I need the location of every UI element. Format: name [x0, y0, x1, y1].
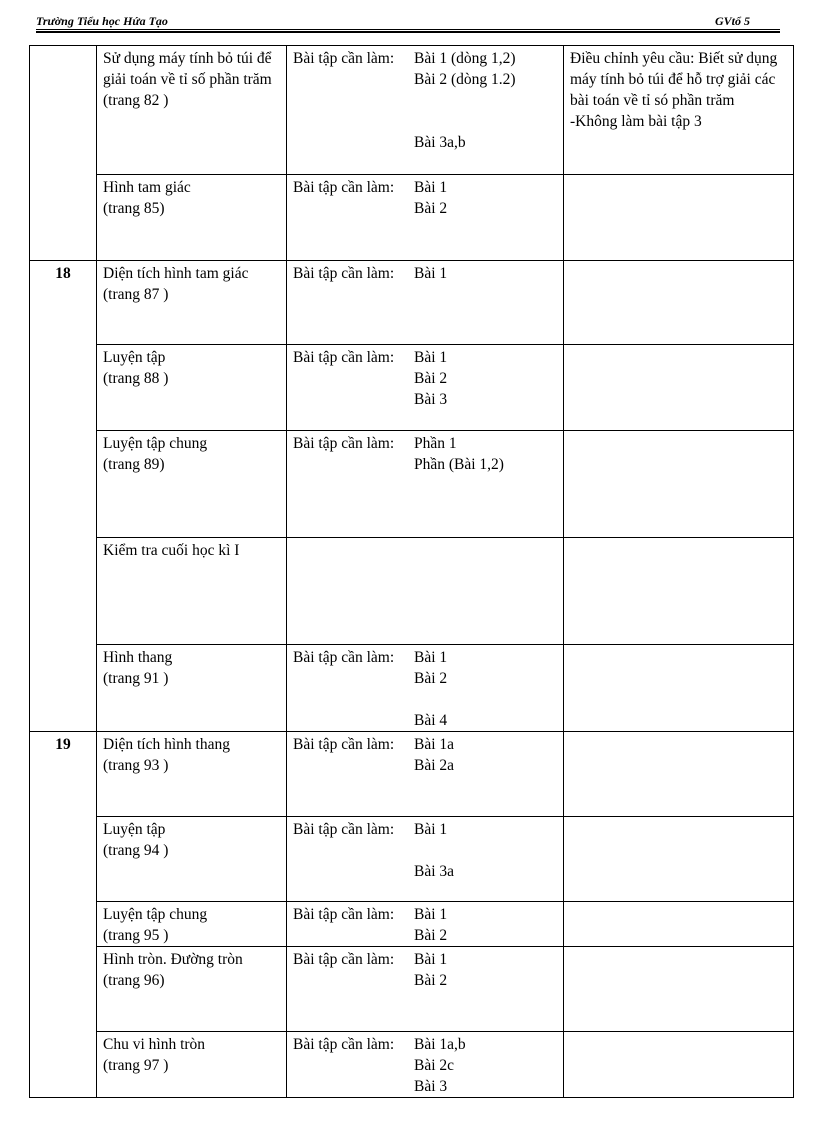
exercise-item	[414, 840, 557, 861]
lesson-page: (trang 94 )	[103, 842, 169, 859]
note-cell	[564, 1032, 794, 1098]
note-cell	[564, 645, 794, 732]
lesson-title: Chu vi hình tròn	[103, 1036, 206, 1053]
exercise-label: Bài tập cần làm:	[293, 906, 395, 923]
exercise-label: Bài tập cần làm:	[293, 50, 395, 67]
exercise-label: Bài tập cần làm:	[293, 649, 395, 666]
note-cell	[564, 538, 794, 645]
lesson-title: Hình tròn. Đường tròn	[103, 951, 243, 968]
note-cell	[564, 46, 794, 175]
lesson-title: Diện tích hình thang	[103, 736, 230, 753]
lesson-cell	[97, 1032, 287, 1098]
exercise-item: Bài 1	[414, 821, 448, 838]
lesson-page: (trang 87 )	[103, 286, 169, 303]
lesson-page: (trang 95 )	[103, 927, 169, 944]
table-row	[30, 1032, 794, 1098]
exercise-label: Bài tập cần làm:	[293, 179, 395, 196]
lesson-title: Luyện tập chung	[103, 906, 208, 923]
table-row	[30, 46, 794, 175]
exercise-item: Phần 1	[414, 435, 457, 452]
lesson-page: (trang 89)	[103, 456, 165, 473]
teacher-group: GVtổ 5	[714, 14, 750, 28]
note-cell	[564, 261, 794, 345]
exercise-cell	[287, 175, 564, 261]
lesson-cell	[97, 538, 287, 645]
lesson-page: (trang 85)	[103, 200, 165, 217]
lesson-cell	[97, 46, 287, 175]
school-name: Trường Tiểu học Hứa Tạo	[36, 14, 168, 28]
exercise-item: Bài 2a	[414, 757, 455, 774]
lesson-page: (trang 82 )	[103, 92, 169, 109]
exercise-cell	[287, 46, 564, 175]
exercise-cell	[287, 261, 564, 345]
table-row	[30, 732, 794, 817]
table-row	[30, 261, 794, 345]
exercise-cell	[287, 902, 564, 947]
exercise-label: Bài tập cần làm:	[293, 951, 395, 968]
exercise-item: Bài 1	[414, 265, 448, 282]
note-text: Điều chỉnh yêu cầu: Biết sử dụng máy tính bỏ túi để hỗ trợ giải các bài toán về tỉ só phần trăm	[570, 50, 778, 109]
table-row	[30, 345, 794, 431]
table-row	[30, 431, 794, 538]
lesson-title: Luyện tập	[103, 349, 166, 366]
exercise-item: Bài 3	[414, 391, 448, 408]
exercise-item: Bài 2c	[414, 1057, 455, 1074]
note-cell	[564, 947, 794, 1032]
lesson-title: Sử dụng máy tính bỏ túi để giải toán về tỉ số phần trăm	[103, 50, 272, 88]
page-header	[36, 12, 780, 30]
week-cell: 18	[30, 261, 97, 732]
lesson-cell	[97, 261, 287, 345]
exercise-item: Bài 2	[414, 972, 448, 989]
exercise-item: Bài 2	[414, 927, 448, 944]
lesson-title: Luyện tập chung	[103, 435, 208, 452]
exercise-item: Bài 1	[414, 349, 448, 366]
exercise-item: Bài 1	[414, 179, 448, 196]
lesson-page: (trang 91 )	[103, 670, 169, 687]
note-cell	[564, 732, 794, 817]
exercise-cell	[287, 817, 564, 902]
table-row	[30, 902, 794, 947]
note-cell	[564, 175, 794, 261]
exercise-cell	[287, 732, 564, 817]
exercise-item: Bài 3	[414, 1078, 448, 1095]
week-cell	[30, 46, 97, 261]
exercise-item: Bài 1	[414, 951, 448, 968]
exercise-label: Bài tập cần làm:	[293, 435, 395, 452]
note-cell	[564, 345, 794, 431]
table-row	[30, 817, 794, 902]
lesson-cell	[97, 902, 287, 947]
exercise-label: Bài tập cần làm:	[293, 736, 395, 753]
lesson-page: (trang 97 )	[103, 1057, 169, 1074]
note-cell	[564, 431, 794, 538]
lesson-page: (trang 93 )	[103, 757, 169, 774]
exercise-item: Bài 2 (dòng 1.2)	[414, 71, 516, 88]
exercise-cell	[287, 1032, 564, 1098]
exercise-item	[414, 90, 557, 111]
exercise-item: Bài 2	[414, 370, 448, 387]
table-row	[30, 947, 794, 1032]
exercise-label: Bài tập cần làm:	[293, 821, 395, 838]
exercise-label: Bài tập cần làm:	[293, 265, 395, 282]
header-rule-thick	[36, 31, 780, 33]
table-row	[30, 175, 794, 261]
lesson-cell	[97, 175, 287, 261]
lesson-plan-table	[29, 45, 794, 1098]
exercise-item: Bài 1	[414, 649, 448, 666]
lesson-cell	[97, 645, 287, 732]
exercise-item: Bài 3a	[414, 863, 455, 880]
lesson-title: Hình tam giác	[103, 179, 191, 196]
exercise-label: Bài tập cần làm:	[293, 1036, 395, 1053]
exercise-cell	[287, 345, 564, 431]
exercise-item: Phần (Bài 1,2)	[414, 456, 504, 473]
exercise-item: Bài 4	[414, 712, 448, 729]
lesson-cell	[97, 732, 287, 817]
exercise-item: Bài 1a	[414, 736, 455, 753]
exercise-item: Bài 1 (dòng 1,2)	[414, 50, 516, 67]
lesson-title: Diện tích hình tam giác	[103, 265, 249, 282]
exercise-item: Bài 1	[414, 906, 448, 923]
note-cell	[564, 902, 794, 947]
lesson-cell	[97, 431, 287, 538]
exercise-cell	[287, 431, 564, 538]
note-cell	[564, 817, 794, 902]
lesson-page: (trang 88 )	[103, 370, 169, 387]
note-text: -Không làm bài tập 3	[570, 113, 702, 130]
lesson-title: Kiểm tra cuối học kì I	[103, 542, 240, 559]
lesson-title: Luyện tập	[103, 821, 166, 838]
table-row	[30, 538, 794, 645]
exercise-item	[414, 111, 557, 132]
lesson-page: (trang 96)	[103, 972, 165, 989]
exercise-cell	[287, 645, 564, 732]
exercise-item	[414, 689, 557, 710]
header-rule	[36, 29, 780, 30]
table-row	[30, 645, 794, 732]
exercise-item: Bài 2	[414, 200, 448, 217]
exercise-item: Bài 3a,b	[414, 134, 466, 151]
lesson-cell	[97, 345, 287, 431]
lesson-cell	[97, 817, 287, 902]
exercise-cell	[287, 538, 564, 645]
week-cell: 19	[30, 732, 97, 1098]
lesson-cell	[97, 947, 287, 1032]
exercise-item: Bài 2	[414, 670, 448, 687]
lesson-title: Hình thang	[103, 649, 173, 666]
exercise-cell	[287, 947, 564, 1032]
exercise-label: Bài tập cần làm:	[293, 349, 395, 366]
exercise-item: Bài 1a,b	[414, 1036, 466, 1053]
